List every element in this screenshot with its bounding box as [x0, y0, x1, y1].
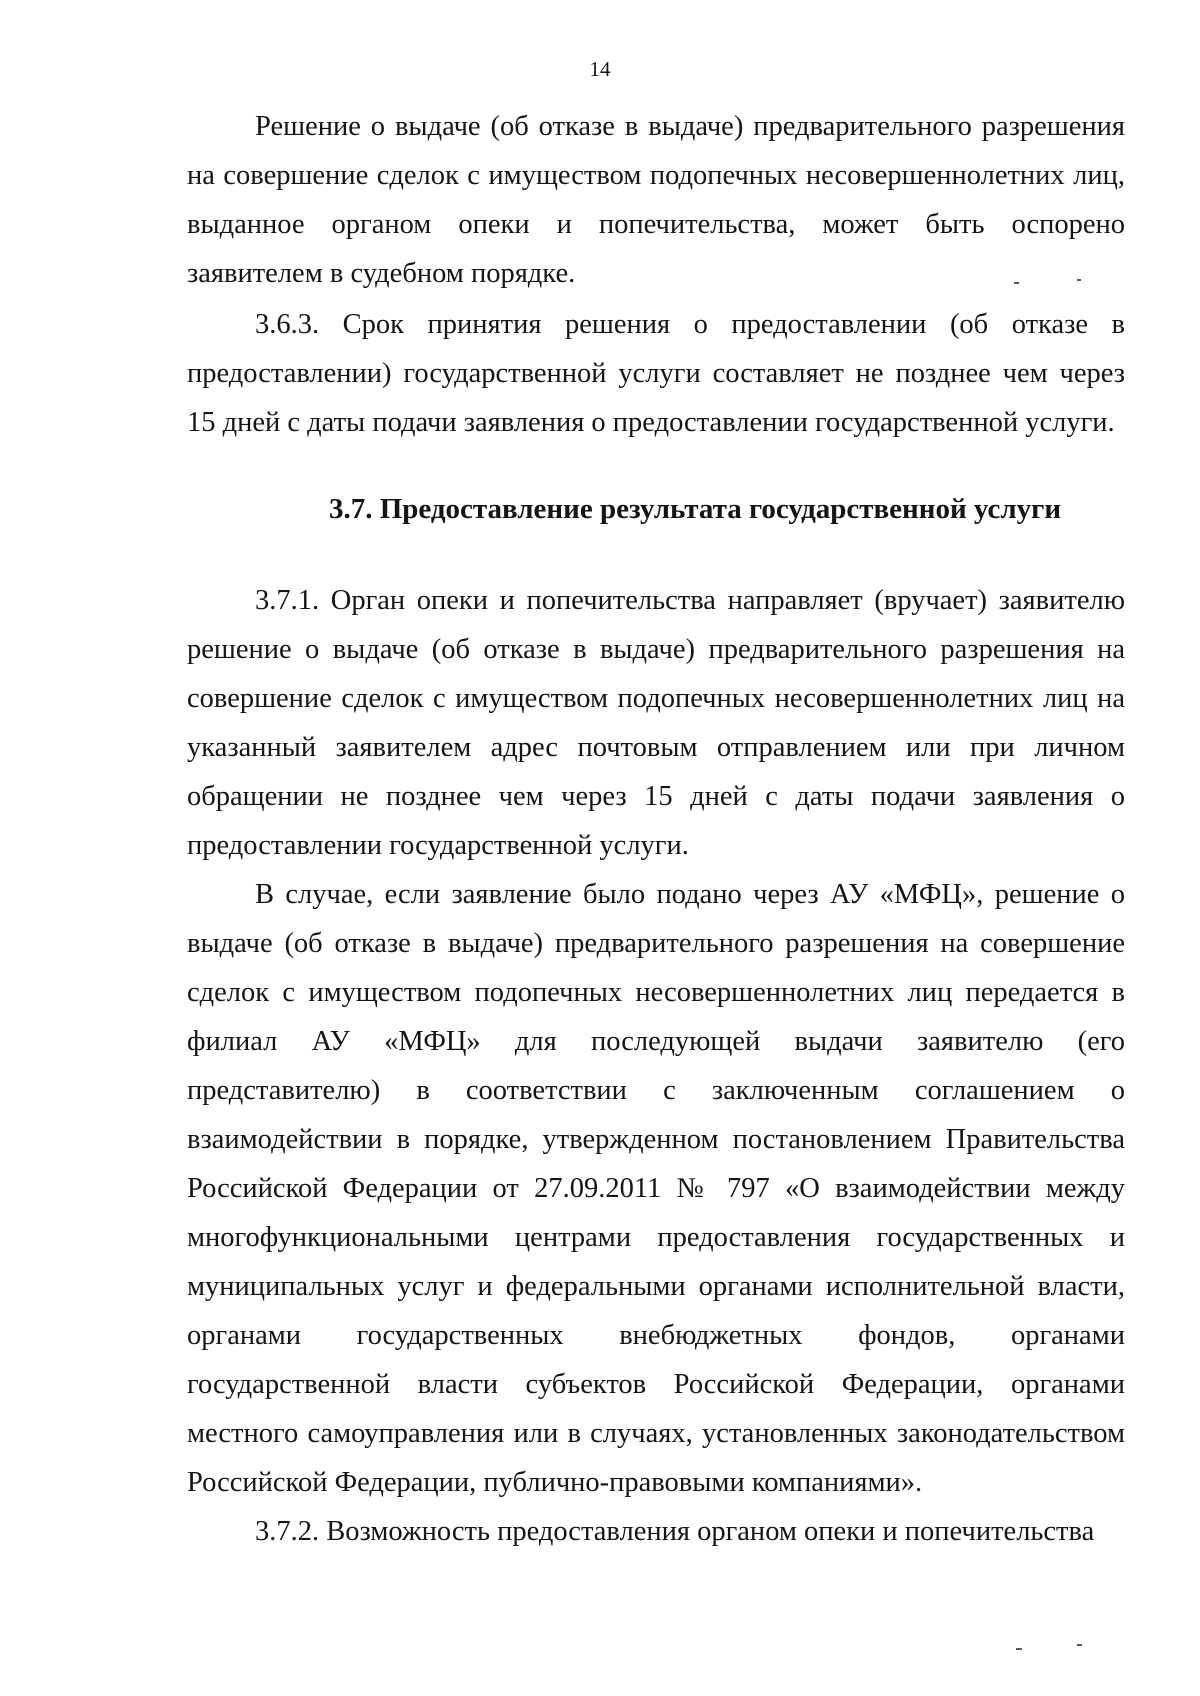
- scan-speck: [1016, 1648, 1022, 1650]
- paragraph-appeal-decision: Решение о выдаче (об отказе в выдаче) предварительного разрешения на совершение сделок с имуществом подопечных несовершеннолетних лиц, выданное органом опеки и попечительства, может быть оспорено заявителем в судебном порядке.: [187, 111, 1125, 289]
- document-body: [187, 102, 1125, 1556]
- paragraph-3-7-2: 3.7.2. Возможность предоставления органом опеки и попечительства: [255, 1516, 1095, 1547]
- paragraph-3-7-1: 3.7.1. Орган опеки и попечительства направляет (вручает) заявителю решение о выдаче (об отказе в выдаче) предварительного разрешения на совершение сделок с имуществом подопечных несовершеннолетних лиц на указанный заявителем адрес почтовым отправлением или при личном обращении не позднее чем через 15 дней с даты подачи заявления о предоставлении государственной услуги.: [187, 585, 1125, 861]
- scan-speck: [1077, 1644, 1082, 1646]
- scan-speck: [1014, 282, 1019, 284]
- page-number: 14: [589, 57, 611, 81]
- paragraph-mfc-case: В случае, если заявление было подано через АУ «МФЦ», решение о выдаче (об отказе в выдаче) предварительного разрешения на совершение сделок с имуществом подопечных несовершеннолетних лиц передается в филиал АУ «МФЦ» для последующей выдачи заявителю (его представителю) в соответствии с заключенным соглашением о взаимодействии в порядке, утвержденном постановлением Правительства Российской Федерации от 27.09.2011 № 797 «О взаимодействии между многофункциональными центрами предоставления государственных и муниципальных услуг и федеральными органами исполнительной власти, органами государственных внебюджетных фондов, органами государственной власти субъектов Российской Федерации, органами местного самоуправления или в случаях, установленных законодательством Российской Федерации, публично-правовыми компаниями».: [187, 879, 1125, 1498]
- paragraph-3-6-3: 3.6.3. Срок принятия решения о предоставлении (об отказе в предоставлении) государственной услуги составляет не позднее чем через 15 дней с даты подачи заявления о предоставлении государственной услуги.: [187, 309, 1125, 438]
- section-heading-3-7: 3.7. Предоставление результата государственной услуги: [328, 493, 1062, 525]
- scan-speck: [1077, 279, 1081, 281]
